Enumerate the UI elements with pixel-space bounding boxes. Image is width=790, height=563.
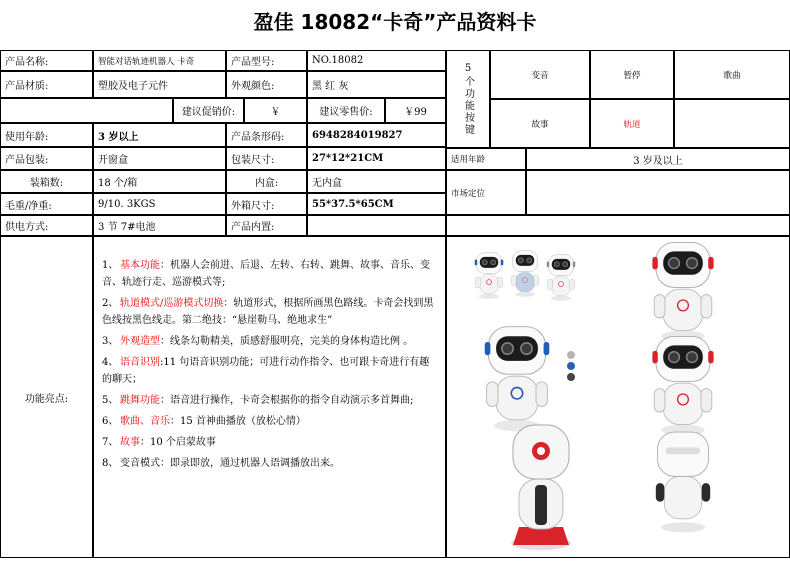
innerbox-label: 内盒: — [226, 170, 307, 193]
robot-illustrations — [447, 237, 790, 559]
empty-key-cell — [674, 99, 790, 148]
market-label: 市场定位 — [446, 170, 526, 215]
inner-value — [307, 215, 446, 236]
age-label: 使用年龄: — [0, 123, 93, 147]
feature-item — [102, 354, 439, 388]
robot-small-blue — [512, 251, 539, 297]
robot-blue-accent — [485, 327, 550, 432]
feature-number: 7、 — [102, 437, 119, 448]
keys-panel-label: 5个功能按键 — [446, 50, 490, 148]
robot-red-side — [652, 336, 713, 435]
key-track: 轨道 — [590, 99, 674, 148]
name-value: 智能对话轨迹机器人 卡奇 — [93, 50, 226, 71]
feature-title: 跳舞功能 — [120, 395, 160, 406]
key-pause: 暂停 — [590, 50, 674, 99]
promo-value: ￥ — [244, 98, 307, 123]
feature-number: 5、 — [102, 395, 119, 406]
packsize-value: 27*12*21CM — [307, 147, 446, 170]
inner-label: 产品内置: — [226, 215, 307, 236]
retail-label: 建议零售价: — [307, 98, 385, 123]
material-value: 塑胶及电子元件 — [93, 71, 226, 98]
suitable-label: 适用年龄 — [446, 148, 526, 170]
outer-label: 外箱尺寸: — [226, 193, 307, 215]
feature-text: ：线条勾勒精美，质感舒服明亮，完美的身体构造比例 。 — [160, 336, 414, 347]
robot-small-gray — [547, 255, 576, 301]
feature-number: 2、 — [102, 298, 119, 309]
page-title: 盈佳 18082“卡奇”产品资料卡 — [253, 10, 537, 34]
color-value: 黑 红 灰 — [307, 71, 446, 98]
feature-number: 3、 — [102, 336, 119, 347]
feature-title: 外观造型 — [120, 336, 160, 347]
feature-title: 基本功能 — [120, 260, 160, 271]
feature-item — [102, 434, 439, 451]
feature-text: ：15 首神曲播放（放松心情） — [170, 416, 306, 427]
robot-profile-view — [656, 432, 710, 532]
product-photos — [446, 236, 790, 558]
feature-title: 故事 — [120, 437, 140, 448]
color-swatch-blue — [567, 362, 575, 370]
qty-label: 装箱数: — [0, 170, 93, 193]
feature-title: 歌曲、音乐 — [120, 416, 170, 427]
empty-cell — [0, 98, 173, 123]
feature-text: 变音模式：即录即放，通过机器人语调播放出来。 — [120, 458, 340, 469]
features-label: 功能亮点: — [0, 236, 93, 558]
barcode-value: 6948284019827 — [307, 123, 446, 147]
weight-value: 9/10. 3KGS — [93, 193, 226, 215]
color-label: 外观颜色: — [226, 71, 307, 98]
market-value — [526, 170, 790, 215]
feature-item — [102, 392, 439, 409]
suitable-value: 3 岁及以上 — [526, 148, 790, 170]
power-value: 3 节 7#电池 — [93, 215, 226, 236]
feature-number: 1、 — [102, 260, 119, 271]
qty-value: 18 个/箱 — [93, 170, 226, 193]
robot-small-white — [475, 253, 504, 299]
retail-value: ￥99 — [385, 98, 446, 123]
model-label: 产品型号: — [226, 50, 307, 71]
feature-text: ：10 个启蒙故事 — [140, 437, 216, 448]
age-value: 3 岁以上 — [93, 123, 226, 147]
innerbox-value: 无内盒 — [307, 170, 446, 193]
feature-text: ：轨道形式，根据所画黑色路线。卡奇会找到黑色线按黑色线走。第二绝技：“悬崖勒马、绝地求生” — [102, 298, 434, 326]
feature-title: 轨道模式/巡游模式切换 — [120, 298, 224, 309]
feature-item — [102, 333, 439, 350]
feature-item — [102, 295, 439, 329]
feature-text: ：机器人会前进、后退、左转、右转、跳舞、故事、音乐、变音、轨迹行走、巡游模式等; — [102, 260, 430, 288]
power-label: 供电方式: — [0, 215, 93, 236]
color-swatch-gray — [567, 351, 575, 359]
feature-item — [102, 455, 439, 472]
features-list — [93, 236, 446, 558]
packsize-label: 包装尺寸: — [226, 147, 307, 170]
pack-value: 开窗盒 — [93, 147, 226, 170]
key-song: 歌曲 — [674, 50, 790, 99]
key-story: 故事 — [490, 99, 590, 148]
key-voice-change: 变音 — [490, 50, 590, 99]
feature-item — [102, 257, 439, 291]
feature-title: 语音识别 — [120, 357, 160, 368]
empty-right-cell — [446, 215, 790, 236]
color-swatch-dark — [567, 373, 575, 381]
name-label: 产品名称: — [0, 50, 93, 71]
robot-red-front — [652, 242, 713, 341]
pack-label: 产品包装: — [0, 147, 93, 170]
robot-back-view — [511, 425, 571, 550]
model-value: NO.18082 — [307, 50, 446, 71]
barcode-label: 产品条形码: — [226, 123, 307, 147]
feature-number: 6、 — [102, 416, 119, 427]
feature-item — [102, 413, 439, 430]
material-label: 产品材质: — [0, 71, 93, 98]
weight-label: 毛重/净重: — [0, 193, 93, 215]
feature-number: 8、 — [102, 458, 119, 469]
feature-text: ：语音进行操作，卡奇会根据你的指令自动演示多首舞曲; — [160, 395, 414, 406]
feature-text: :11 句语音识别功能；可进行动作指令、也可跟卡奇进行有趣的聊天； — [102, 357, 430, 385]
promo-label: 建议促销价: — [173, 98, 244, 123]
outer-value: 55*37.5*65CM — [307, 193, 446, 215]
feature-number: 4、 — [102, 357, 119, 368]
